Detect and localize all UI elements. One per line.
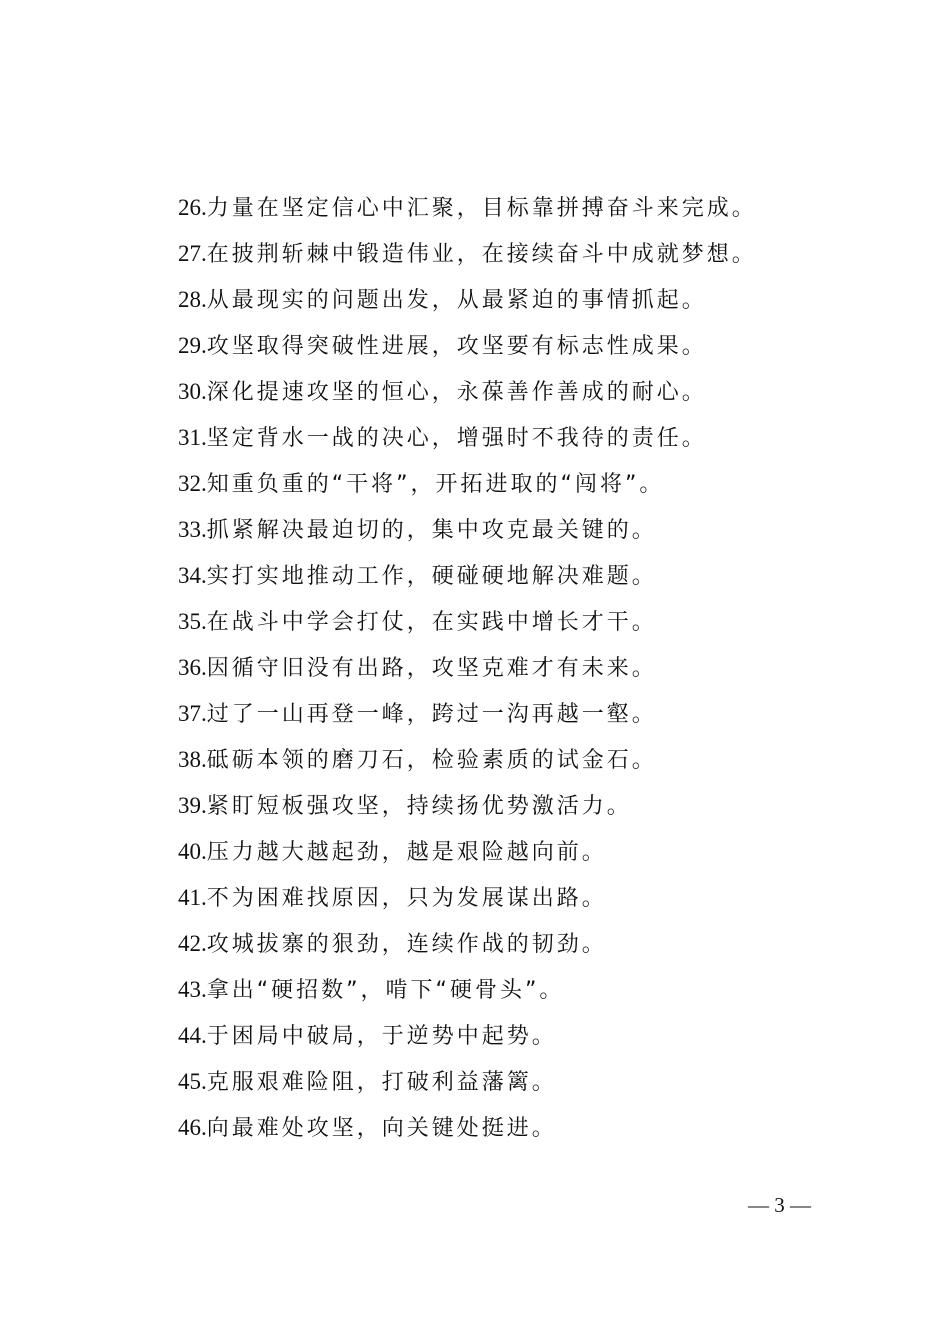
list-item — [178, 875, 898, 921]
item-text: 在披荆斩棘中锻造伟业，在接续奋斗中成就梦想。 — [206, 242, 757, 267]
item-text: 克服艰难险阻，打破利益藩篱。 — [206, 1070, 557, 1095]
item-number: 46. — [178, 1115, 207, 1140]
item-number: 31. — [178, 425, 207, 450]
item-text: 拿出“硬招数”，啃下“硬骨头”。 — [206, 978, 565, 1003]
item-number: 44. — [178, 1023, 207, 1048]
list-item — [178, 737, 898, 783]
item-text: 深化提速攻坚的恒心，永葆善作善成的耐心。 — [206, 380, 707, 405]
list-item — [178, 231, 898, 277]
item-number: 41. — [178, 885, 207, 910]
list-item — [178, 1105, 898, 1151]
item-text: 坚定背水一战的决心，增强时不我待的责任。 — [206, 426, 707, 451]
list-item — [178, 1013, 898, 1059]
item-text: 知重负重的“干将”，开拓进取的“闯将”。 — [206, 472, 665, 497]
item-text: 于困局中破局，于逆势中起势。 — [206, 1024, 557, 1049]
item-text: 攻城拔寨的狠劲，连续作战的韧劲。 — [206, 932, 607, 957]
list-item — [178, 369, 898, 415]
list-item — [178, 783, 898, 829]
list-item — [178, 829, 898, 875]
list-item — [178, 277, 898, 323]
list-item — [178, 599, 898, 645]
list-item — [178, 691, 898, 737]
item-number: 26. — [178, 195, 207, 220]
item-text: 不为困难找原因，只为发展谋出路。 — [206, 886, 607, 911]
item-text: 在战斗中学会打仗，在实践中增长才干。 — [206, 610, 657, 635]
item-text: 因循守旧没有出路，攻坚克难才有未来。 — [206, 656, 657, 681]
page-number: — 3 — — [748, 1193, 811, 1217]
list-item — [178, 921, 898, 967]
item-number: 36. — [178, 655, 207, 680]
list-item — [178, 507, 898, 553]
item-text: 过了一山再登一峰，跨过一沟再越一壑。 — [206, 702, 657, 727]
item-text: 向最难处攻坚，向关键处挺进。 — [206, 1116, 557, 1141]
list-item — [178, 185, 898, 231]
item-text: 紧盯短板强攻坚，持续扬优势激活力。 — [206, 794, 632, 819]
item-number: 27. — [178, 241, 207, 266]
item-text: 压力越大越起劲，越是艰险越向前。 — [206, 840, 607, 865]
item-number: 30. — [178, 379, 207, 404]
item-number: 43. — [178, 977, 207, 1002]
item-number: 34. — [178, 563, 207, 588]
list-item — [178, 461, 898, 507]
item-number: 38. — [178, 747, 207, 772]
item-text: 力量在坚定信心中汇聚，目标靠拼搏奋斗来完成。 — [206, 196, 757, 221]
list-item — [178, 1059, 898, 1105]
item-number: 39. — [178, 793, 207, 818]
list-item — [178, 645, 898, 691]
item-text: 实打实地推动工作，硬碰硬地解决难题。 — [206, 564, 657, 589]
item-number: 45. — [178, 1069, 207, 1094]
list-item — [178, 415, 898, 461]
item-number: 37. — [178, 701, 207, 726]
list-item — [178, 323, 898, 369]
item-text: 抓紧解决最迫切的，集中攻克最关键的。 — [206, 518, 657, 543]
item-number: 29. — [178, 333, 207, 358]
list-item — [178, 553, 898, 599]
item-number: 35. — [178, 609, 207, 634]
item-text: 砥砺本领的磨刀石，检验素质的试金石。 — [206, 748, 657, 773]
slogan-list — [178, 185, 898, 1151]
item-number: 32. — [178, 471, 207, 496]
item-number: 42. — [178, 931, 207, 956]
item-number: 33. — [178, 517, 207, 542]
item-number: 40. — [178, 839, 207, 864]
item-text: 攻坚取得突破性进展，攻坚要有标志性成果。 — [206, 334, 707, 359]
item-text: 从最现实的问题出发，从最紧迫的事情抓起。 — [206, 288, 707, 313]
list-item — [178, 967, 898, 1013]
item-number: 28. — [178, 287, 207, 312]
